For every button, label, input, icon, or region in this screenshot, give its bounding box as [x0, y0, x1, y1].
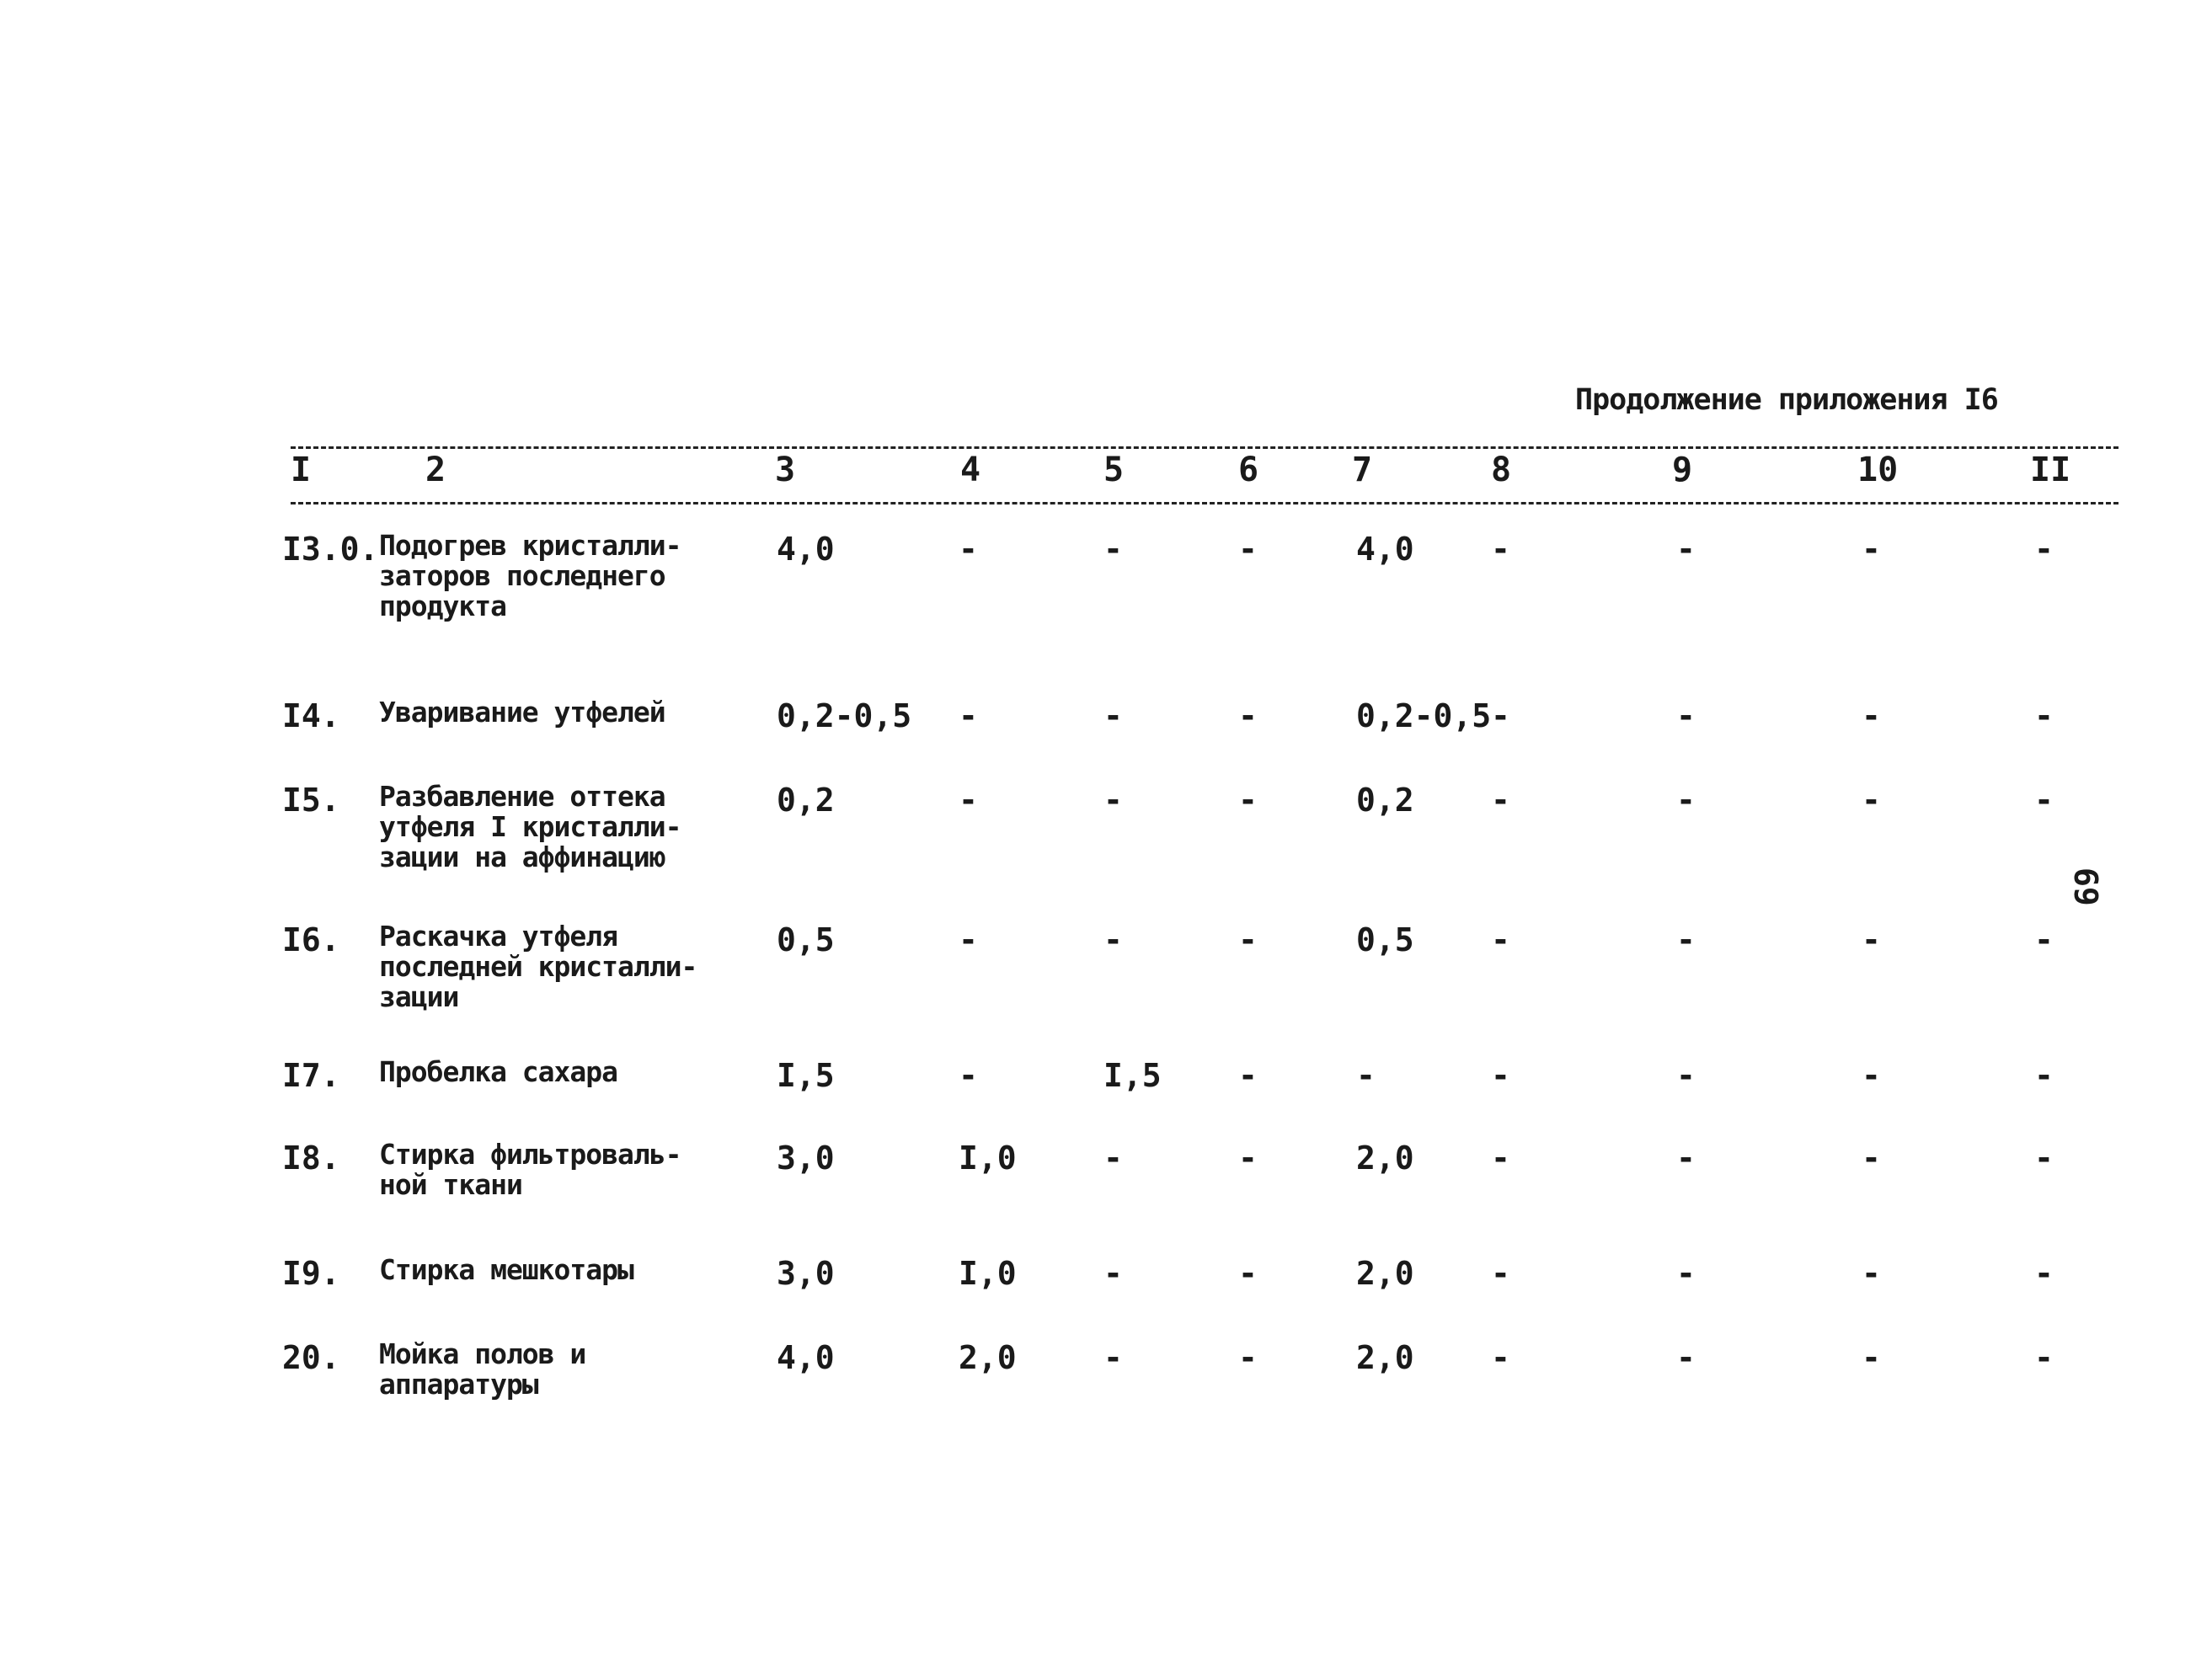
cell-c5: I,5 [1103, 1057, 1162, 1094]
row-number: 20. [282, 1339, 340, 1376]
cell-c6: - [1238, 531, 1258, 568]
cell-c9: - [1676, 1140, 1696, 1177]
cell-c4: - [959, 697, 978, 734]
cell-c3: I,5 [777, 1057, 835, 1094]
row-description: Стирка мешкотары [379, 1253, 633, 1286]
cell-c7: 2,0 [1356, 1255, 1414, 1292]
header-col-7: 7 [1352, 451, 1373, 489]
header-col-10: 10 [1857, 451, 1899, 489]
cell-c9: - [1676, 1057, 1696, 1094]
cell-c3: 4,0 [777, 1339, 835, 1376]
row-number: I5. [282, 782, 340, 819]
cell-c8: - [1491, 1057, 1510, 1094]
header-col-9: 9 [1672, 451, 1693, 489]
cell-c10: - [1862, 1339, 1881, 1376]
cell-c6: - [1238, 782, 1258, 819]
cell-c4: 2,0 [959, 1339, 1017, 1376]
cell-c7: 0,2-0,5 [1356, 697, 1492, 734]
cell-c9: - [1676, 531, 1696, 568]
cell-c3: 3,0 [777, 1255, 835, 1292]
row-number: I4. [282, 697, 340, 734]
cell-c8: - [1491, 697, 1510, 734]
row-number: I7. [282, 1057, 340, 1094]
cell-c11: - [2034, 782, 2054, 819]
cell-c9: - [1676, 1339, 1696, 1376]
header-col-1: I [291, 451, 312, 489]
cell-c10: - [1862, 531, 1881, 568]
row-description: Стирка фильтроваль- ной ткани [379, 1138, 681, 1201]
cell-c8: - [1491, 1255, 1510, 1292]
cell-c6: - [1238, 921, 1258, 958]
page-number: 69 [2067, 867, 2104, 906]
cell-c11: - [2034, 1255, 2054, 1292]
cell-c9: - [1676, 782, 1696, 819]
cell-c8: - [1491, 921, 1510, 958]
cell-c4: - [959, 921, 978, 958]
cell-c4: I,0 [959, 1255, 1017, 1292]
header-col-4: 4 [960, 451, 981, 489]
cell-c5: - [1103, 531, 1123, 568]
cell-c10: - [1862, 697, 1881, 734]
cell-c10: - [1862, 921, 1881, 958]
cell-c4: - [959, 782, 978, 819]
cell-c3: 0,5 [777, 921, 835, 958]
row-description: Подогрев кристалли- заторов последнего продукта [379, 529, 681, 622]
cell-c7: - [1356, 1057, 1376, 1094]
cell-c9: - [1676, 1255, 1696, 1292]
cell-c10: - [1862, 1140, 1881, 1177]
cell-c9: - [1676, 921, 1696, 958]
cell-c4: - [959, 1057, 978, 1094]
row-number: I8. [282, 1140, 340, 1177]
cell-c6: - [1238, 1255, 1258, 1292]
cell-c5: - [1103, 1255, 1123, 1292]
cell-c5: - [1103, 1140, 1123, 1177]
header-col-2: 2 [425, 451, 446, 489]
cell-c6: - [1238, 697, 1258, 734]
header-col-3: 3 [775, 451, 796, 489]
cell-c6: - [1238, 1140, 1258, 1177]
row-description: Мойка полов и аппаратуры [379, 1337, 586, 1401]
cell-c3: 0,2 [777, 782, 835, 819]
header-col-11: II [2030, 451, 2071, 489]
row-number: I6. [282, 921, 340, 958]
cell-c8: - [1491, 1339, 1510, 1376]
cell-c5: - [1103, 1339, 1123, 1376]
cell-c9: - [1676, 697, 1696, 734]
header-col-6: 6 [1238, 451, 1259, 489]
row-description: Раскачка утфеля последней кристалли- зации [379, 920, 697, 1013]
cell-c11: - [2034, 1140, 2054, 1177]
cell-c11: - [2034, 1339, 2054, 1376]
cell-c7: 2,0 [1356, 1140, 1414, 1177]
cell-c7: 0,5 [1356, 921, 1414, 958]
row-description: Уваривание утфелей [379, 696, 665, 729]
row-number: I3.0. [282, 531, 379, 568]
cell-c6: - [1238, 1057, 1258, 1094]
cell-c4: I,0 [959, 1140, 1017, 1177]
row-number: I9. [282, 1255, 340, 1292]
table-caption: Продолжение приложения I6 [1575, 383, 1998, 417]
cell-c10: - [1862, 782, 1881, 819]
cell-c3: 0,2-0,5 [777, 697, 912, 734]
cell-c5: - [1103, 782, 1123, 819]
cell-c7: 2,0 [1356, 1339, 1414, 1376]
cell-c7: 4,0 [1356, 531, 1414, 568]
header-col-5: 5 [1103, 451, 1125, 489]
cell-c11: - [2034, 1057, 2054, 1094]
header-top-rule [291, 446, 2118, 449]
cell-c8: - [1491, 782, 1510, 819]
cell-c5: - [1103, 921, 1123, 958]
cell-c11: - [2034, 921, 2054, 958]
cell-c8: - [1491, 1140, 1510, 1177]
cell-c8: - [1491, 531, 1510, 568]
cell-c5: - [1103, 697, 1123, 734]
cell-c11: - [2034, 531, 2054, 568]
row-description: Пробелка сахара [379, 1055, 618, 1088]
cell-c4: - [959, 531, 978, 568]
cell-c11: - [2034, 697, 2054, 734]
header-col-8: 8 [1491, 451, 1512, 489]
cell-c10: - [1862, 1255, 1881, 1292]
header-bottom-rule [291, 502, 2118, 504]
cell-c10: - [1862, 1057, 1881, 1094]
cell-c3: 3,0 [777, 1140, 835, 1177]
cell-c3: 4,0 [777, 531, 835, 568]
cell-c6: - [1238, 1339, 1258, 1376]
row-description: Разбавление оттека утфеля I кристалли- зации на аффинацию [379, 780, 681, 873]
cell-c7: 0,2 [1356, 782, 1414, 819]
